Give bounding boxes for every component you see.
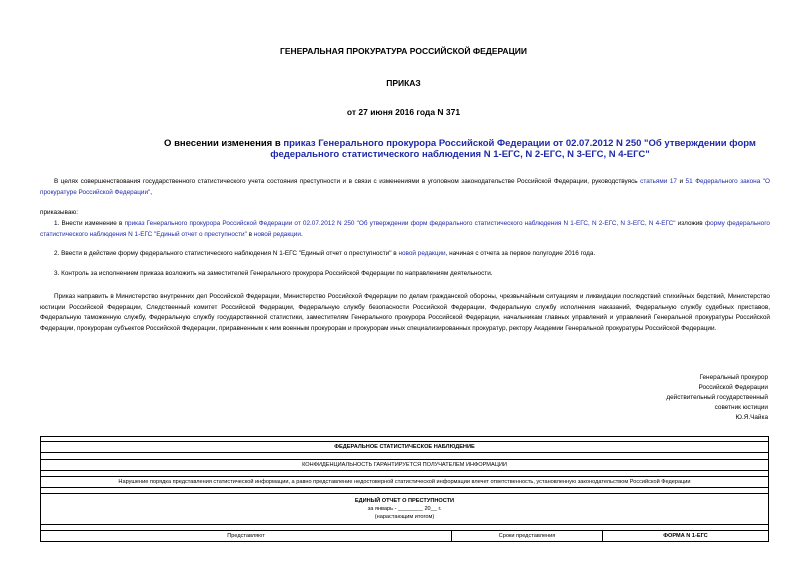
report-title-cell bbox=[41, 494, 769, 525]
date-number: от 27 июня 2016 года N 371 bbox=[346, 107, 461, 117]
item-1-in: в bbox=[246, 230, 254, 238]
confidentiality-row: КОНФИДЕНЦИАЛЬНОСТЬ ГАРАНТИРУЕТСЯ ПОЛУЧАТЕЛЕМ ИНФОРМАЦИИ bbox=[41, 460, 769, 471]
intro-end: , bbox=[150, 188, 153, 196]
item-1-end: . bbox=[300, 230, 303, 238]
intro-text: В целях совершенствования государственного статистического учета состояния преступности и в связи с изменениями в уголовном законодательстве Российской Федерации, руководствуясь bbox=[54, 178, 641, 185]
form-header-table bbox=[40, 436, 769, 542]
document-type: ПРИКАЗ bbox=[386, 78, 421, 88]
organization-header: ГЕНЕРАЛЬНАЯ ПРОКУРАТУРА РОССИЙСКОЙ ФЕДЕРАЦИИ bbox=[280, 46, 527, 56]
liability-row: Нарушение порядка представления статистической информации, а равно представление недостоверной статистической информации влечет ответственность, установленную законодательством Российской Федерации bbox=[41, 477, 769, 488]
item-3: 3. Контроль за исполнением приказа возложить на заместителей Генерального прокурора Российской Федерации по направлениям деятельности. bbox=[54, 270, 493, 277]
report-period: за январь - ________ 20__ г. bbox=[367, 506, 442, 512]
item-2-prefix: 2. Ввести в действие форму федерального статистического наблюдения N 1-ЕГС "Единый отчет о преступности" в bbox=[54, 250, 399, 257]
article-17-link[interactable]: статьями 17 bbox=[640, 178, 677, 185]
item-1 bbox=[40, 219, 770, 240]
item-1-new-edition-link[interactable]: новой редакции bbox=[253, 230, 301, 238]
article-51-link[interactable]: 51 bbox=[685, 178, 693, 185]
report-title: ЕДИНЫЙ ОТЧЕТ О ПРЕСТУПНОСТИ bbox=[354, 498, 455, 504]
form-code-column: ФОРМА N 1-ЕГС bbox=[603, 531, 769, 542]
signature-line-5: Ю.Я.Чайка bbox=[735, 414, 768, 421]
signature-line-1: Генеральный прокурор bbox=[699, 374, 768, 381]
title-order-link[interactable]: приказ Генерального прокурора Российской Федерации от 02.07.2012 N 250 "Об утверждении форм федерального статистического наблюдения N 1-ЕГС, N 2-ЕГС, N 3-ЕГС, N 4-ЕГС" bbox=[270, 138, 756, 160]
intro-and: и bbox=[676, 178, 686, 185]
document-title bbox=[140, 138, 780, 160]
deadlines-column: Сроки представления bbox=[452, 531, 603, 542]
item-2 bbox=[40, 249, 770, 260]
item-1-form-link[interactable]: форму федерального статистического наблюдения N 1-ЕГС "Единый отчет о преступности" bbox=[40, 220, 770, 238]
signature-block bbox=[568, 373, 768, 423]
item-1-mid: изложив bbox=[675, 220, 705, 227]
item-2-new-edition-link[interactable]: новой редакции bbox=[398, 250, 446, 257]
federal-observation-row: ФЕДЕРАЛЬНОЕ СТАТИСТИЧЕСКОЕ НАБЛЮДЕНИЕ bbox=[41, 442, 769, 453]
spacer-row bbox=[41, 453, 769, 460]
intro-paragraph bbox=[40, 177, 770, 198]
item-1-order-link[interactable]: приказ Генерального прокурора Российской Федерации от 02.07.2012 N 250 "Об утверждении форм федерального статистического наблюдения N 1-ЕГС, N 2-ЕГС, N 3-ЕГС, N 4-ЕГС" bbox=[124, 220, 676, 227]
prosecutor-law-link[interactable]: Федерального закона "О прокуратуре Российской Федерации" bbox=[40, 178, 771, 196]
signature-line-3: действительный государственный bbox=[666, 394, 768, 401]
signature-line-2: Российской Федерации bbox=[698, 384, 768, 391]
item-1-prefix: 1. Внести изменение в bbox=[54, 220, 125, 227]
signature-line-4: советник юстиции bbox=[714, 404, 768, 411]
title-prefix: О внесении изменения в bbox=[164, 138, 284, 149]
item-2-end: , начиная с отчета за первое полугодие 2016 года. bbox=[445, 250, 596, 257]
report-note: (нарастающим итогом) bbox=[374, 514, 435, 520]
distribution-paragraph: Приказ направить в Министерство внутренних дел Российской Федерации, Министерство Российской Федерации по делам гражданской обороны, чрезвычайным ситуациям и ликвидации последствий стихийных бедствий, Министерство юстиции Российской Федерации, Следственный комитет Российской Федерации, Федеральную службу безопасности Российской Федерации, Федеральную службу исполнения наказаний, Федеральную службу судебных приставов, Федеральную таможенную службу, Федеральную службу государственной статистики, заместителям Генерального прокурора Российской Федерации, начальникам главных управлений и управлений Генеральной прокуратуры Российской Федерации, прокурорам субъектов Российской Федерации, приравненным к ним военным прокурорам и прокурорам иных специализированных прокуратур, ректору Академии Генеральной прокуратуры Российской Федерации. bbox=[40, 293, 770, 332]
submitters-column: Представляют bbox=[41, 531, 452, 542]
order-word: приказываю: bbox=[40, 209, 78, 216]
